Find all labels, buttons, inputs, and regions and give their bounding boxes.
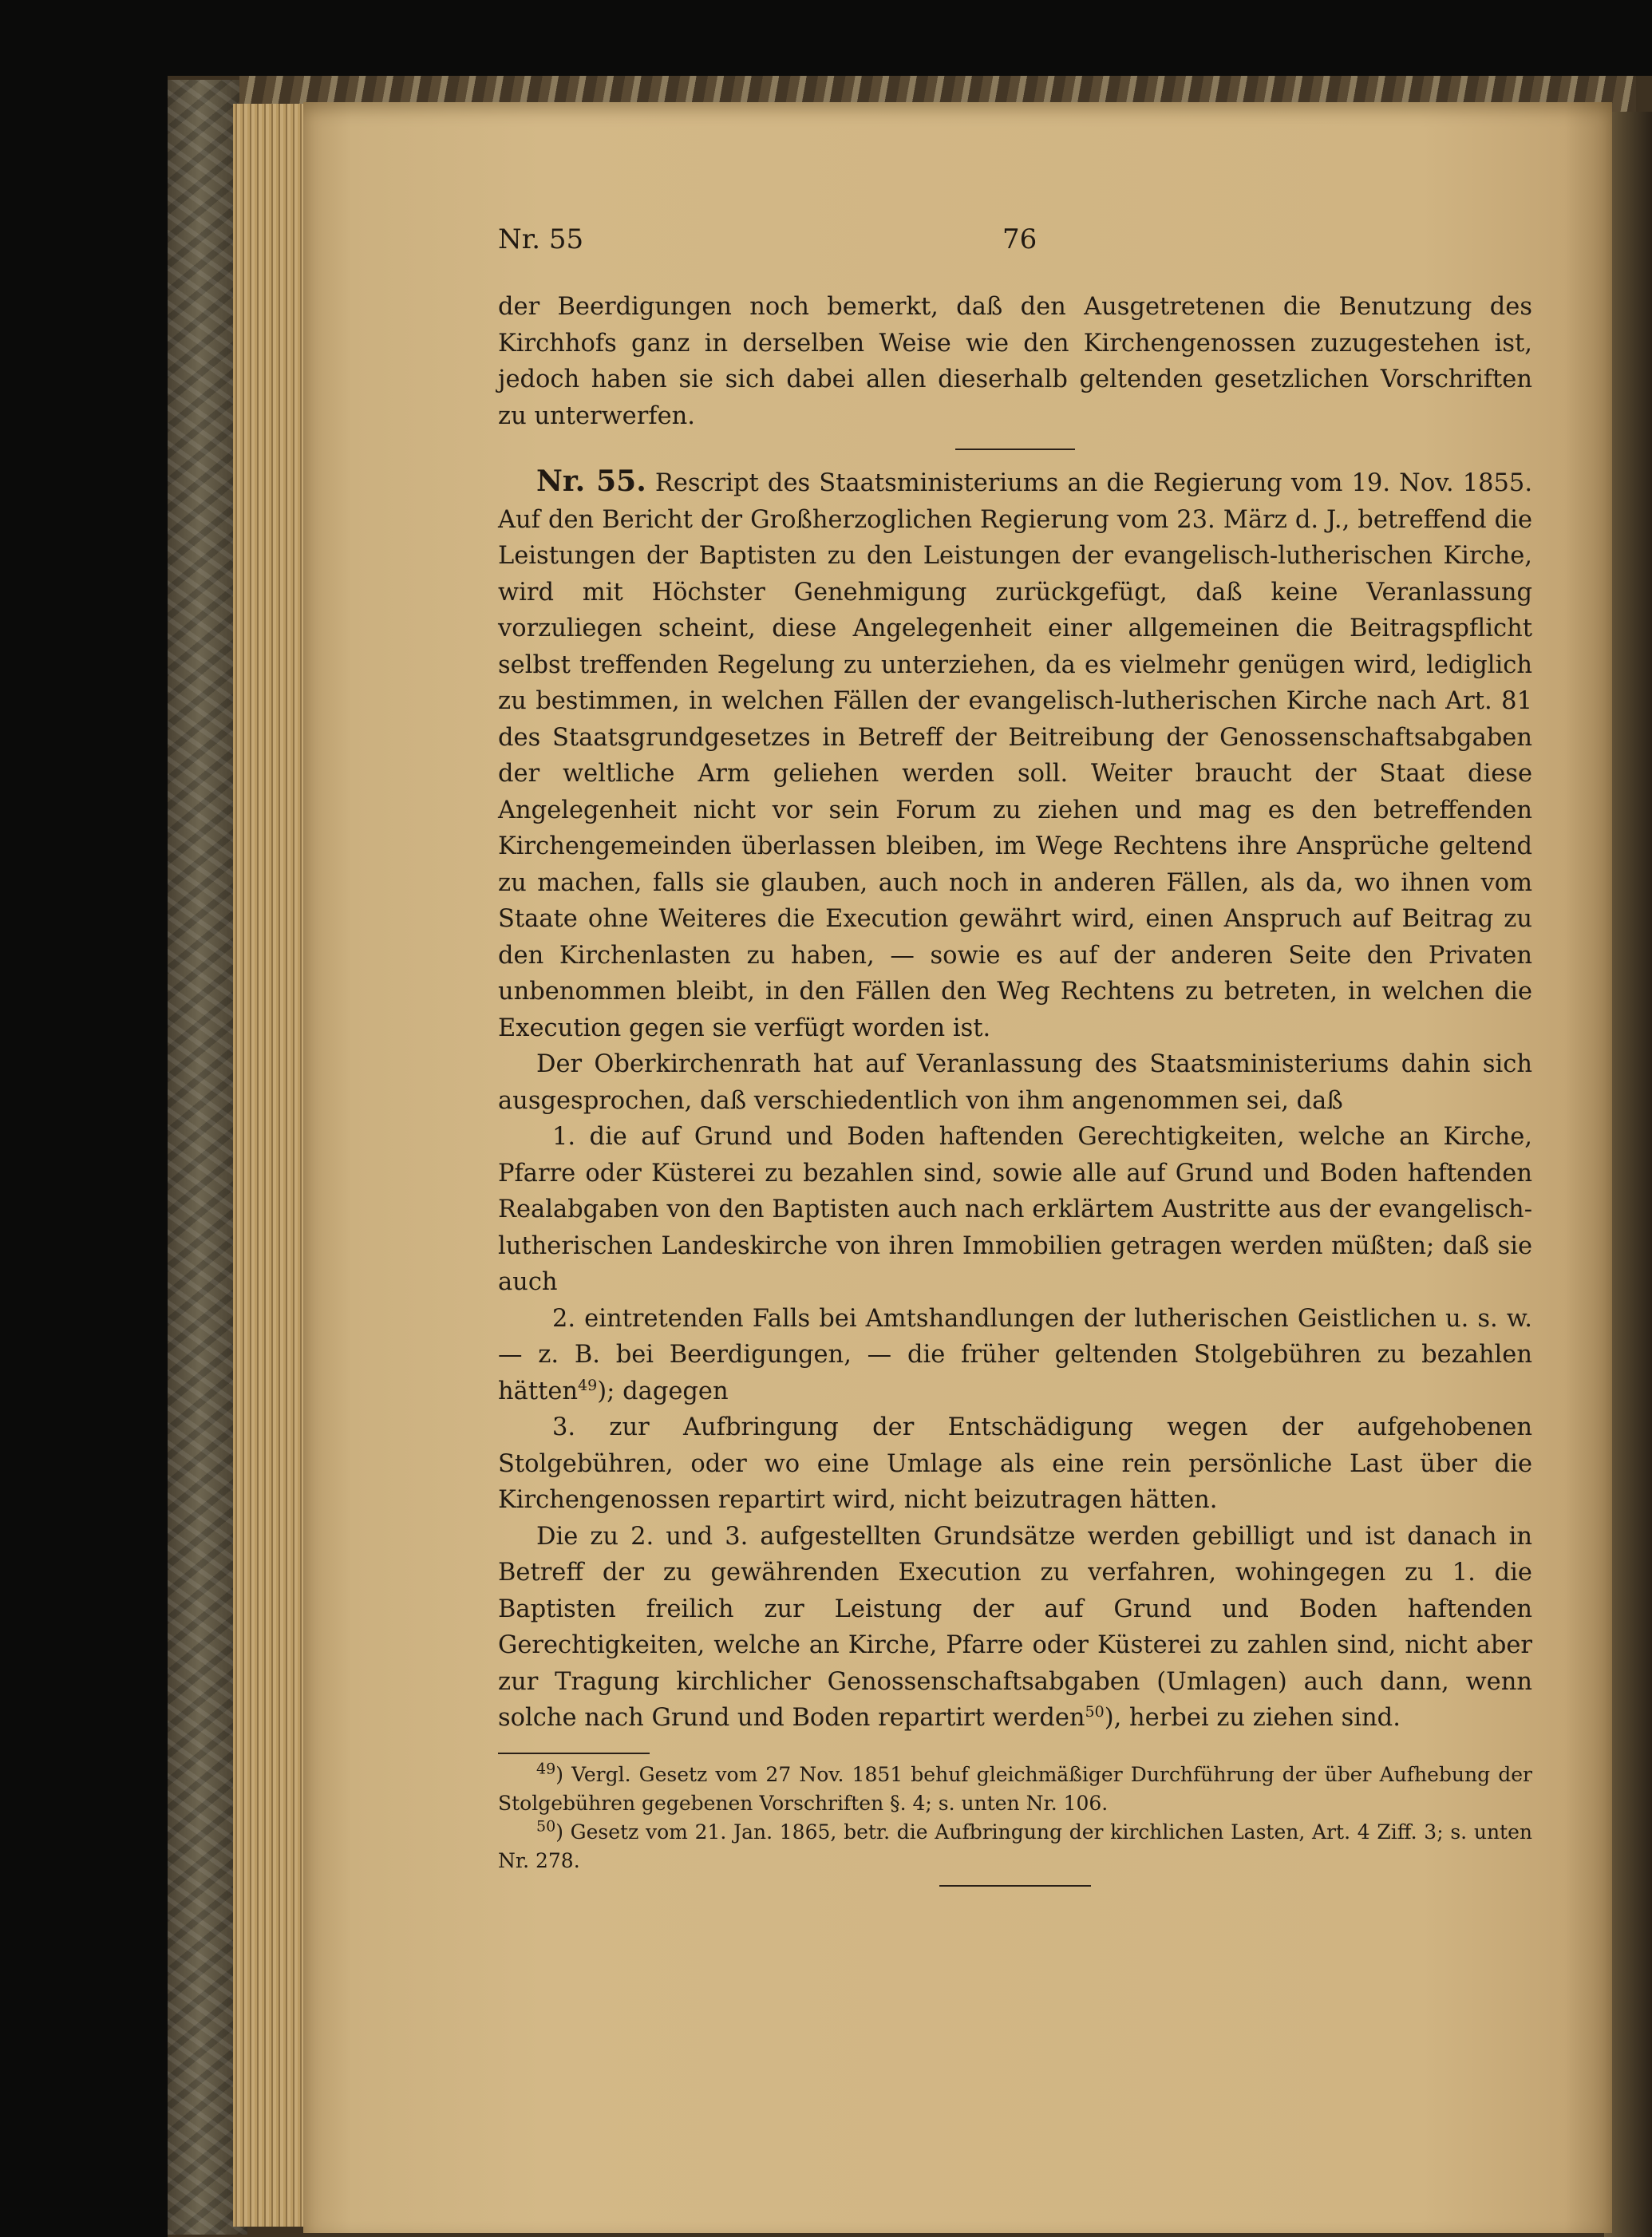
footnote-49 [498,1761,1532,1818]
running-header [498,215,1532,255]
section-paragraph-2: Der Oberkirchenrath hat auf Veranlassung des Staatsministeriums dahin sich ausgesprochen, daß verschiedentlich von ihm angenommen sei, daß [498,1050,1532,1115]
footnote-divider [498,1753,650,1754]
section-heading-text: Rescript des Staatsministeriums an die Regierung vom 19. Nov. 1855. Auf den Bericht der Großherzoglichen Regierung vom 23. März d. J., betreffend die Leistungen der Baptisten zu den Leistungen der evangelisch-lutherischen Kirche, wird mit Höchster Genehmigung zurückgefügt, daß keine Veranlassung vorzuliegen scheint, diese Angelegenheit einer allgemeinen die Beitragspflicht selbst treffenden Regelung zu unterziehen, da es vielmehr genügen wird, lediglich zu bestimmen, in welchen Fällen der evangelisch-lutherischen Kirche nach Art. 81 des Staatsgrundgesetzes in Betreff der Beitreibung der Genossenschaftsabgaben der weltliche Arm geliehen werden soll. Weiter braucht der Staat diese Angelegenheit nicht vor sein Forum zu ziehen und mag es den betreffenden Kirchengemeinden überlassen bleiben, im Wege Rechtens ihre Ansprüche geltend zu machen, falls sie glauben, auch noch in anderen Fällen, als da, wo ihnen vom Staate ohne Weiteres die Execution gewährt wird, einen Anspruch auf Beitrag zu den Kirchenlasten zu haben, — sowie es auf der anderen Seite den Privaten unbenommen bleibt, in den Fällen den Weg Rechtens zu betreten, in welchen die Execution gegen sie verfügt worden ist. [498,469,1533,1042]
header-section-number: Nr. 55 [498,223,584,255]
footnote-mark: 50 [536,1817,556,1836]
page-stack-edges [233,104,305,2227]
section-paragraph-1 [498,464,1532,1046]
paragraph-3-end: ), herbei zu ziehen sind. [1104,1704,1401,1732]
footnote-ref-49: 49 [578,1376,598,1394]
list-item-3: 3. zur Aufbringung der Entschädigung wegen der aufgehobenen Stolgebühren, oder wo eine Umlage als eine rein persönliche Last über die Kirchengenossen repartirt wird, nicht beizutragen hätten. [498,1413,1532,1514]
footnote-mark: 49 [536,1760,556,1778]
section-number: Nr. 55. [536,464,646,498]
footnote-text: ) Gesetz vom 21. Jan. 1865, betr. die Aufbringung der kirchlichen Lasten, Art. 4 Ziff. 3; s. unten Nr. 278. [498,1820,1532,1872]
list-item-1: 1. die auf Grund und Boden haftenden Gerechtigkeiten, welche an Kirche, Pfarre oder Küsterei zu bezahlen sind, sowie alle auf Grund und Boden haftenden Realabgaben von den Baptisten auch nach erklärtem Austritte aus der evangelisch-lutherischen Landeskirche von ihren Immobilien getragen werden müßten; daß sie auch [498,1123,1532,1296]
footnote-50 [498,1818,1532,1875]
page-number: 76 [1002,223,1037,255]
footnote-ref-50: 50 [1085,1702,1105,1721]
paragraph-3-text: Die zu 2. und 3. aufgestellten Grundsätze werden gebilligt und ist danach in Betreff der zu gewährenden Execution zu verfahren, wohingegen zu 1. die Baptisten freilich zur Leistung der auf Grund und Boden haftenden Gerechtigkeiten, welche an Kirche, Pfarre oder Küsterei zu zahlen sind, nicht aber zur Tragung kirchlicher Genossenschaftsabgaben (Umlagen) auch dann, wenn solche nach Grund und Boden repartirt werden [498,1522,1532,1732]
intro-paragraph: der Beerdigungen noch bemerkt, daß den Ausgetretenen die Benutzung des Kirchhofs ganz in derselben Weise wie den Kirchengenossen zuzugestehen ist, jedoch haben sie sich dabei allen dieserhalb geltenden gesetzlichen Vorschriften zu unterwerfen. [498,293,1532,430]
list-item-2 [498,1301,1532,1410]
body-text [498,289,1532,1887]
list-item-2-text: 2. eintretenden Falls bei Amtshandlungen der lutherischen Geistlichen u. s. w. — z. B. bei Beerdigungen, — die früher geltenden Stolgebühren zu bezahlen hätten [498,1304,1532,1405]
footnote-text: ) Vergl. Gesetz vom 27 Nov. 1851 behuf gleichmäßiger Durchführung der über Aufhebung der Stolgebühren gegebenen Vorschriften §. 4; s. unten Nr. 106. [498,1762,1532,1815]
footnotes [498,1761,1532,1875]
section-divider [955,449,1075,450]
section-paragraph-3 [498,1519,1532,1737]
list-item-2-end: ); dagegen [597,1377,729,1405]
end-divider [939,1885,1091,1887]
